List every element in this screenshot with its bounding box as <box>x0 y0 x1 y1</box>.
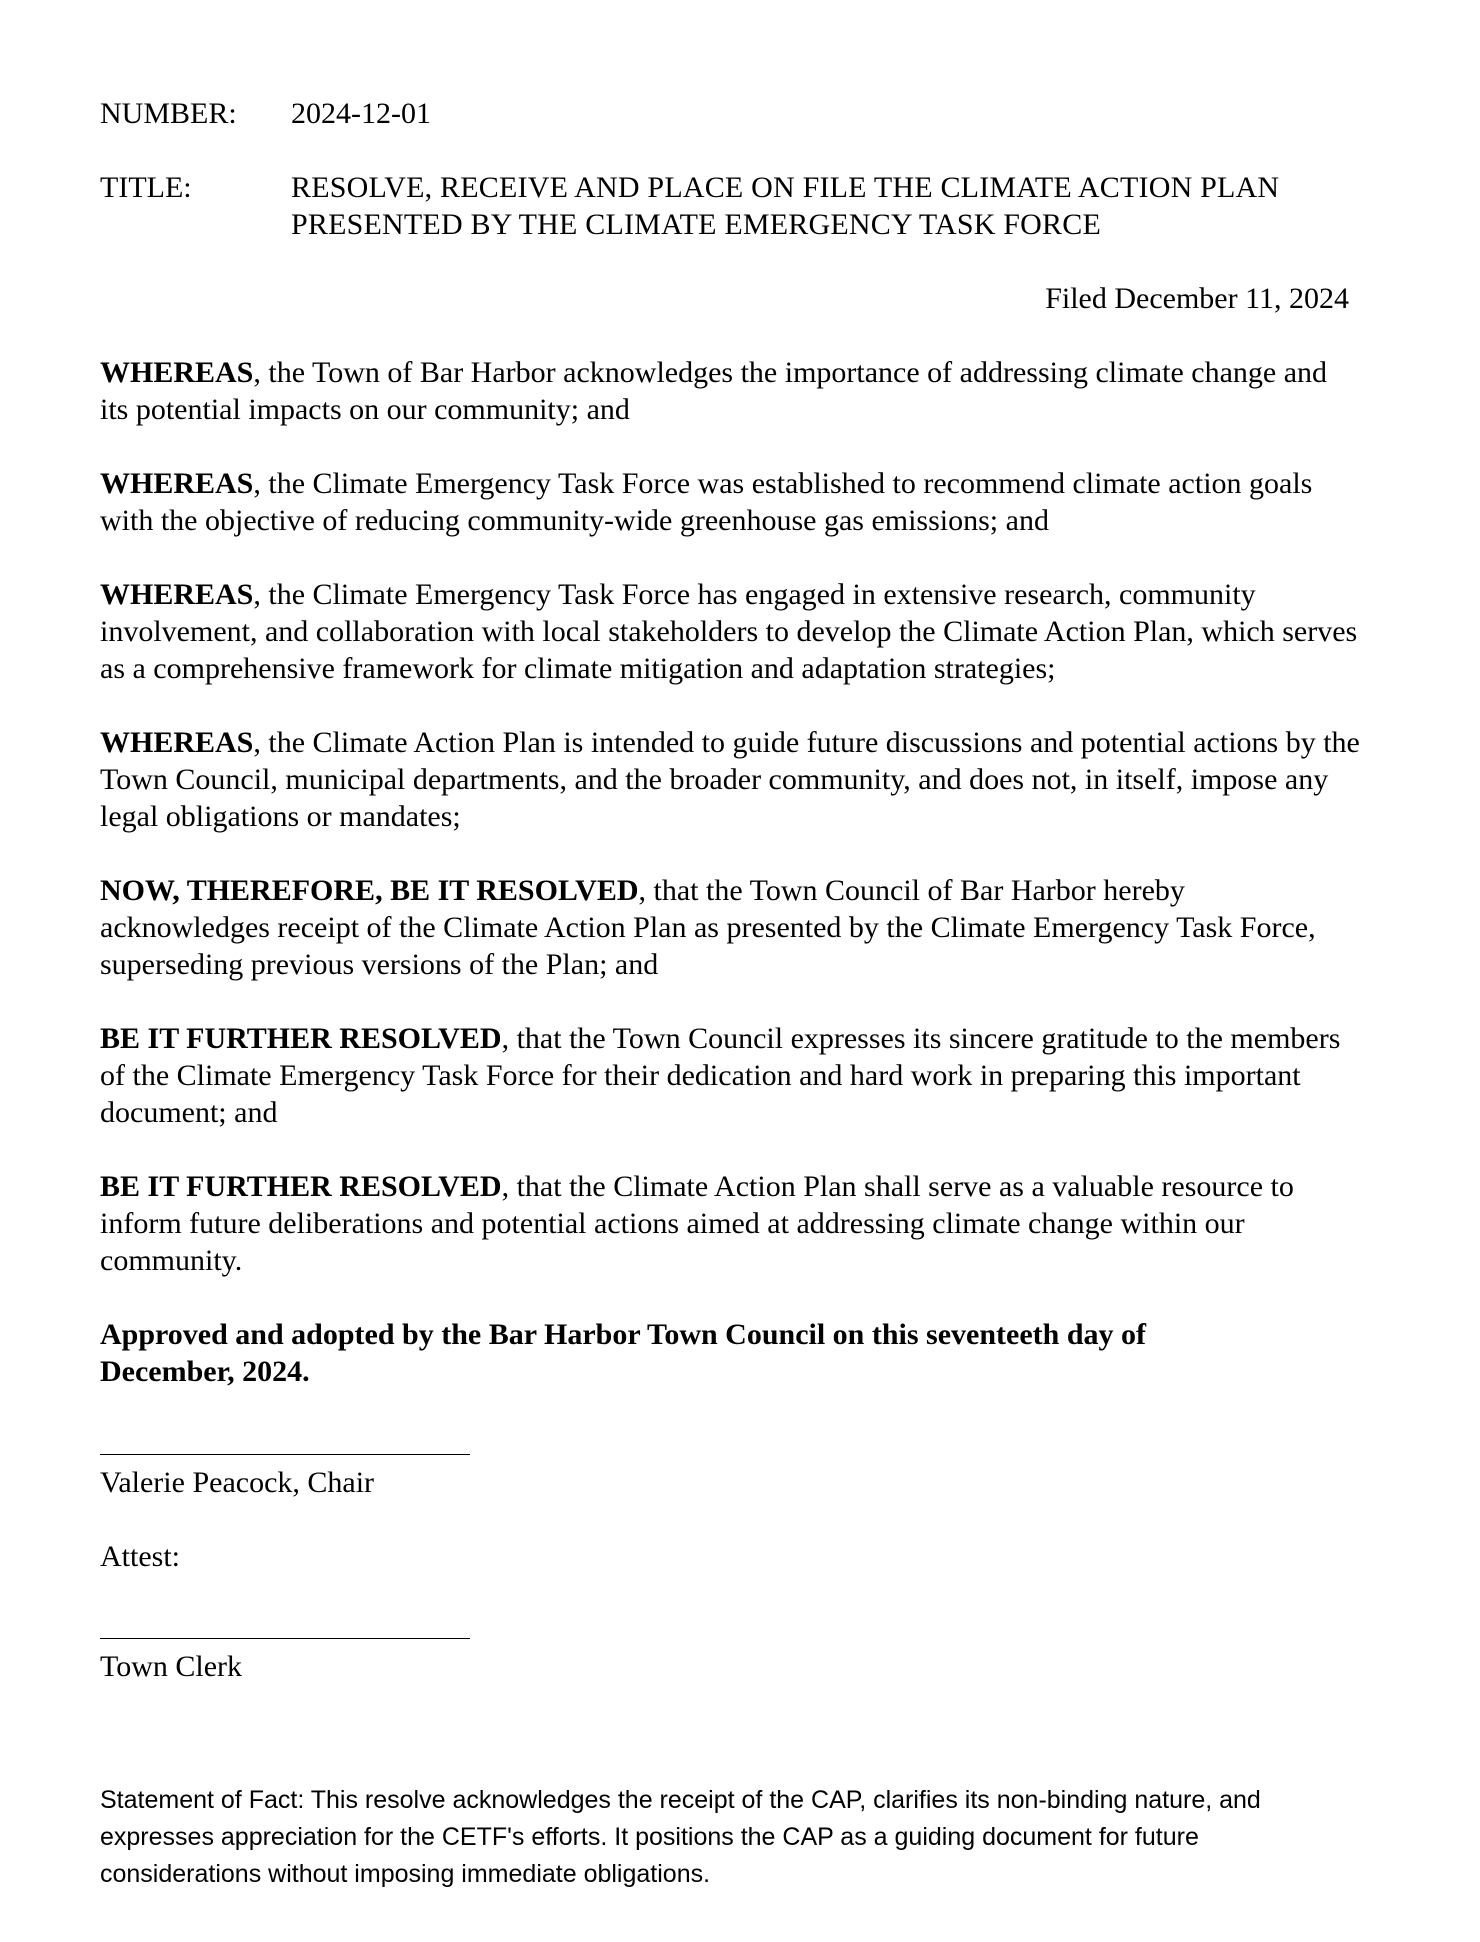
clause-lead: BE IT FURTHER RESOLVED <box>100 1022 502 1055</box>
whereas-clause-3 <box>100 576 1360 687</box>
clause-lead: WHEREAS <box>100 356 254 389</box>
clause-text: , the Climate Action Plan is intended to guide future discussions and potential actions by the Town Council, municipal departments, and the broader community, and does not, in itself, impose any legal obligations or mandates; <box>100 726 1360 833</box>
title-line-1: RESOLVE, RECEIVE AND PLACE ON FILE THE CLIMATE ACTION PLAN <box>291 171 1280 204</box>
further-resolved-clause-1 <box>100 1020 1360 1131</box>
title-label: TITLE: <box>100 171 192 204</box>
clause-text: , the Climate Emergency Task Force was established to recommend climate action goals with the objective of reducing community-wide greenhouse gas emissions; and <box>100 467 1313 537</box>
whereas-clause-1 <box>100 354 1360 428</box>
resolved-clause <box>100 872 1360 983</box>
attest-label: Attest: <box>100 1540 180 1573</box>
filed-date: Filed December 11, 2024 <box>1045 282 1349 315</box>
clerk-title: Town Clerk <box>100 1650 243 1683</box>
clause-text: , the Town of Bar Harbor acknowledges the importance of addressing climate change and its potential impacts on our community; and <box>100 356 1328 426</box>
approval-statement: Approved and adopted by the Bar Harbor Town Council on this seventeeth day of December, 2024. <box>100 1318 1147 1388</box>
clerk-signature-line <box>100 1638 470 1639</box>
title-line-2: PRESENTED BY THE CLIMATE EMERGENCY TASK FORCE <box>291 208 1101 241</box>
statement-of-fact: Statement of Fact: This resolve acknowledges the receipt of the CAP, clarifies its non-binding nature, and expresses appreciation for the CETF's efforts. It positions the CAP as a guiding document for future considerations without imposing immediate obligations. <box>100 1786 1261 1888</box>
clause-text: , that the Town Council of Bar Harbor hereby acknowledges receipt of the Climate Action Plan as presented by the Climate Emergency Task Force, superseding previous versions of the Plan; and <box>100 874 1316 981</box>
clause-text: , that the Climate Action Plan shall serve as a valuable resource to inform future deliberations and potential actions aimed at addressing climate change within our community. <box>100 1170 1294 1277</box>
clause-lead: WHEREAS <box>100 467 254 500</box>
clause-lead: WHEREAS <box>100 578 254 611</box>
whereas-clause-2 <box>100 465 1360 539</box>
whereas-clause-4 <box>100 724 1360 835</box>
clause-lead: WHEREAS <box>100 726 254 759</box>
number-label: NUMBER: <box>100 97 237 130</box>
clause-lead: NOW, THEREFORE, BE IT RESOLVED <box>100 874 639 907</box>
clause-text: , the Climate Emergency Task Force has engaged in extensive research, community involvement, and collaboration with local stakeholders to develop the Climate Action Plan, which serves as a comprehensive framework for climate mitigation and adaptation strategies; <box>100 578 1358 685</box>
clause-text: , that the Town Council expresses its sincere gratitude to the members of the Climate Emergency Task Force for their dedication and hard work in preparing this important document; and <box>100 1022 1341 1129</box>
further-resolved-clause-2 <box>100 1168 1360 1279</box>
chair-signature-line <box>100 1454 470 1455</box>
clause-lead: BE IT FURTHER RESOLVED <box>100 1170 502 1203</box>
chair-name: Valerie Peacock, Chair <box>100 1466 375 1499</box>
resolve-number: 2024-12-01 <box>291 97 431 130</box>
